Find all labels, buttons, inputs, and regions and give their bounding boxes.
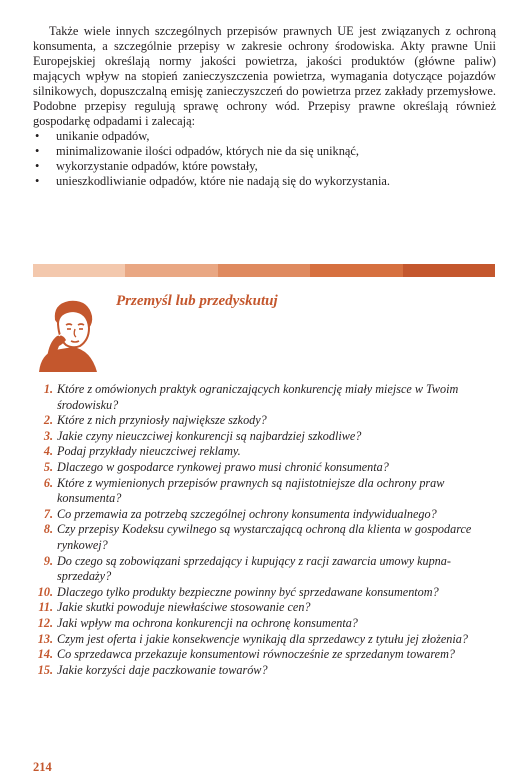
question-item [33, 444, 496, 460]
thinking-person-icon [33, 296, 109, 372]
question-item [33, 460, 496, 476]
question-number: 12. [37, 615, 53, 630]
question-item [33, 663, 496, 679]
question-number: 2. [43, 413, 53, 428]
intro-paragraph: Także wiele innych szczególnych przepisów prawnych UE jest związanych z ochroną konsumenta, a szczególnie przepisy w zakresie ochrony środowiska. Akty prawne Unii Europejskiej określają normy jakości powietrza, jakości produktów (główne paliw) mających wpływ na stopień zanieczyszczenia powietrza, wymagania dotyczące pojazdów silnikowych, dopuszczalną emisję zanieczyszczeń do powietrza przez zakłady przemysłowe. Podobne przepisy regulują sprawę ochrony wód. Przepisy prawne określają również gospodarkę odpadami i zalecają: [33, 24, 496, 128]
question-text: Co przemawia za potrzebą szczególnej ochrony konsumenta indywidualnego? [57, 506, 437, 521]
question-item [33, 600, 496, 616]
question-text: Co sprzedawca przekazuje konsumentowi równocześnie ze sprzedanym towarem? [57, 647, 455, 662]
list-item: • minimalizowanie ilości odpadów, których nie da się uniknąć, [35, 144, 360, 158]
question-item [33, 585, 496, 601]
question-item [33, 554, 496, 585]
question-text: Dlaczego tylko produkty bezpieczne powinny być sprzedawane konsumentom? [57, 584, 439, 599]
question-item [33, 647, 496, 663]
question-text: Jakie czyny nieuczciwej konkurencji są najbardziej szkodliwe? [57, 428, 362, 443]
question-number: 13. [37, 631, 53, 646]
question-text: Dlaczego w gospodarce rynkowej prawo musi chronić konsumenta? [57, 459, 389, 474]
question-number: 11. [38, 600, 53, 615]
question-number: 1. [43, 382, 53, 396]
stripe-segment [218, 264, 310, 277]
question-number: 7. [43, 506, 53, 521]
question-text: Czy przepisy Kodeksu cywilnego są wystarczającą ochroną dla klienta w gospodarce rynkowej? [57, 522, 472, 552]
question-number: 4. [43, 444, 53, 459]
list-item: • wykorzystanie odpadów, które powstały, [35, 159, 258, 173]
bullet-icon: • [35, 159, 40, 173]
list-item: • unieszkodliwianie odpadów, które nie nadają się do wykorzystania. [35, 174, 390, 188]
stripe-segment [310, 264, 402, 277]
question-text: Jakie skutki powoduje niewłaściwe stosowanie cen? [57, 600, 311, 615]
question-text: Które z omówionych praktyk ograniczających konkurencję miały miejsce w Twoim środowisku? [57, 382, 459, 412]
question-number: 10. [37, 584, 53, 599]
questions-list [33, 382, 496, 678]
list-item: • unikanie odpadów, [35, 129, 150, 143]
decorative-stripe [33, 264, 495, 277]
stripe-segment [125, 264, 217, 277]
question-item [33, 522, 496, 553]
question-number: 14. [37, 647, 53, 662]
question-item [33, 616, 496, 632]
question-number: 6. [43, 475, 53, 490]
stripe-segment [403, 264, 495, 277]
question-item [33, 429, 496, 445]
discuss-title: Przemyśl lub przedyskutuj [116, 293, 278, 309]
page-number: 214 [33, 760, 52, 774]
question-text: Czym jest oferta i jakie konsekwencje wynikają dla sprzedawcy z tytułu jej złożenia? [57, 631, 468, 646]
stripe-segment [33, 264, 125, 277]
question-number: 5. [43, 459, 53, 474]
question-text: Które z nich przyniosły największe szkody? [57, 413, 267, 428]
bullet-icon: • [35, 129, 40, 143]
question-item [33, 507, 496, 523]
question-item [33, 382, 496, 413]
question-number: 8. [43, 522, 53, 537]
question-item [33, 413, 496, 429]
question-text: Które z wymienionych przepisów prawnych są najistotniejsze dla ochrony praw konsumenta? [57, 475, 445, 506]
question-item [33, 632, 496, 648]
question-text: Jakie korzyści daje paczkowanie towarów? [57, 662, 268, 677]
bullet-icon: • [35, 144, 40, 158]
question-number: 15. [37, 662, 53, 677]
question-text: Do czego są zobowiązani sprzedający i kupujący z racji zawarcia umowy kupna-sprzedaży? [57, 553, 451, 584]
question-number: 9. [43, 553, 53, 568]
question-number: 3. [43, 428, 53, 443]
question-text: Podaj przykłady nieuczciwej reklamy. [57, 444, 241, 459]
question-text: Jaki wpływ ma ochrona konkurencji na ochronę konsumenta? [57, 615, 358, 630]
intro-section [33, 24, 496, 189]
bullet-icon: • [35, 174, 40, 188]
question-item [33, 476, 496, 507]
waste-recommendations-list [33, 129, 496, 189]
